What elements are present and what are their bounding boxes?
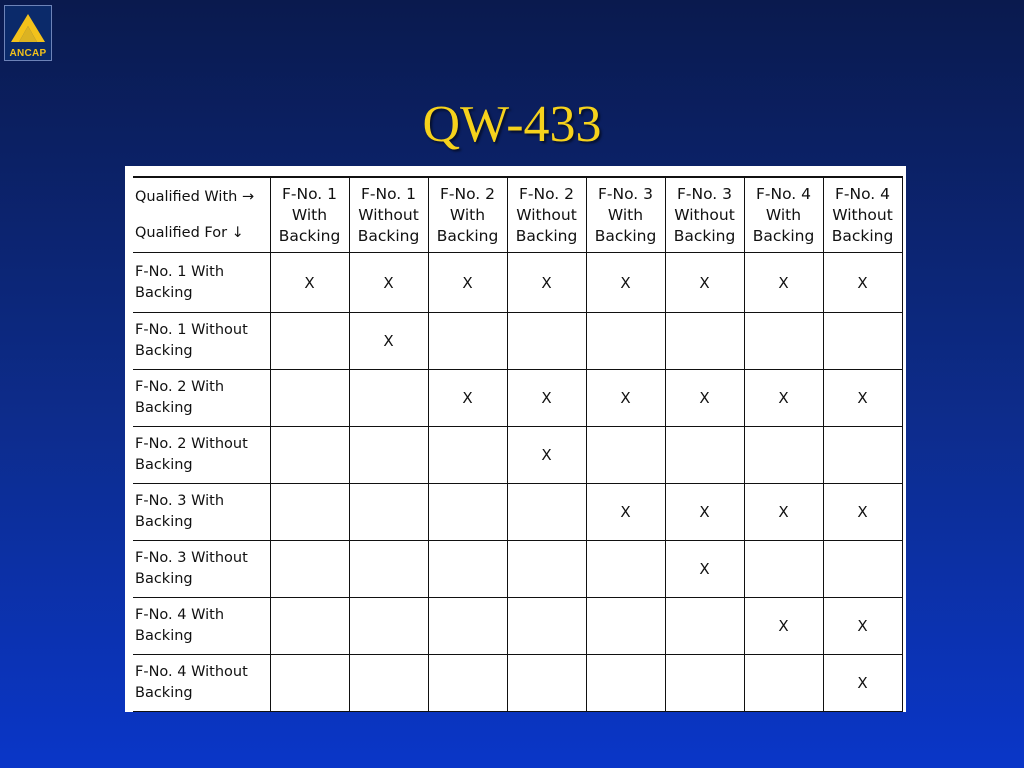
table-row [133, 370, 902, 427]
column-header-line1: F-No. 1 [281, 184, 338, 203]
table-cell [586, 370, 665, 427]
table-cell [823, 313, 902, 370]
table-row [133, 427, 902, 484]
table-cell [349, 427, 428, 484]
qualification-mark: X [699, 389, 710, 407]
column-header-line1: F-No. 2 [439, 184, 496, 203]
table-cell [823, 484, 902, 541]
row-header-line2: Backing [135, 343, 193, 359]
qualification-mark: X [778, 389, 789, 407]
qualification-mark: X [541, 273, 552, 292]
column-header-line2: Without [358, 205, 419, 224]
column-header-line3: Backing [515, 226, 578, 245]
row-header-3 [133, 370, 270, 427]
row-header-line1: F-No. 4 Without [135, 664, 248, 680]
row-header-line1: F-No. 1 Without [135, 322, 248, 338]
table-cell [270, 598, 349, 655]
qualification-mark: X [778, 617, 789, 635]
table-cell [507, 427, 586, 484]
table-cell [744, 541, 823, 598]
qualification-mark: X [541, 389, 552, 407]
row-header-6 [133, 541, 270, 598]
row-header-7 [133, 598, 270, 655]
table-cell [744, 655, 823, 712]
column-header-line2: Without [516, 205, 577, 224]
qualification-mark: X [383, 273, 394, 292]
table-cell [270, 427, 349, 484]
qualification-mark: X [462, 273, 473, 292]
row-header-line1: F-No. 4 With [135, 607, 225, 623]
qualification-mark: X [620, 273, 631, 292]
table-cell [586, 484, 665, 541]
table-cell [270, 484, 349, 541]
table-cell [349, 313, 428, 370]
ancap-logo [4, 5, 52, 61]
qualification-mark: X [857, 674, 868, 692]
table-cell [665, 484, 744, 541]
slide-title: QW-433 [422, 96, 602, 153]
table-cell [823, 541, 902, 598]
table-cell [744, 253, 823, 313]
qualification-mark: X [778, 273, 789, 292]
column-header-line2: Without [832, 205, 893, 224]
table-cell [744, 484, 823, 541]
corner-qualified-for: Qualified For ↓ [135, 225, 244, 241]
table-cell [507, 598, 586, 655]
table-cell [665, 253, 744, 313]
row-header-line2: Backing [135, 514, 193, 530]
column-header-line1: F-No. 1 [360, 184, 417, 203]
table-row [133, 541, 902, 598]
column-header-line3: Backing [752, 226, 815, 245]
row-header-line2: Backing [135, 685, 193, 701]
row-header-4 [133, 427, 270, 484]
table-cell [349, 598, 428, 655]
table-cell [744, 427, 823, 484]
column-header-5 [586, 177, 665, 253]
row-header-line2: Backing [135, 400, 193, 416]
table-row [133, 253, 902, 313]
column-header-line3: Backing [831, 226, 894, 245]
column-header-line1: F-No. 3 [676, 184, 733, 203]
column-header-line3: Backing [594, 226, 657, 245]
row-header-line2: Backing [135, 628, 193, 644]
table-cell [507, 370, 586, 427]
qualification-mark: X [699, 503, 710, 521]
column-header-8 [823, 177, 902, 253]
column-header-line2: With [765, 205, 802, 224]
column-header-7 [744, 177, 823, 253]
row-header-line1: F-No. 1 With [135, 263, 225, 280]
qualification-mark: X [383, 332, 394, 350]
table-cell [823, 598, 902, 655]
row-header-8 [133, 655, 270, 712]
column-header-4 [507, 177, 586, 253]
table-cell [428, 655, 507, 712]
row-header-line2: Backing [135, 457, 193, 473]
column-header-line2: With [291, 205, 328, 224]
table-cell [823, 253, 902, 313]
table-cell [823, 370, 902, 427]
table-cell [665, 427, 744, 484]
column-header-line2: With [607, 205, 644, 224]
table-cell [665, 598, 744, 655]
column-header-line1: F-No. 3 [597, 184, 654, 203]
qualification-mark: X [857, 503, 868, 521]
column-header-2 [349, 177, 428, 253]
column-header-line1: F-No. 4 [834, 184, 891, 203]
table-cell [665, 313, 744, 370]
table-cell [744, 370, 823, 427]
table-cell [507, 484, 586, 541]
table-cell [823, 655, 902, 712]
qualification-mark: X [620, 503, 631, 521]
table-cell [428, 253, 507, 313]
table-cell [586, 253, 665, 313]
column-header-line3: Backing [436, 226, 499, 245]
table-row [133, 598, 902, 655]
column-header-line2: With [449, 205, 486, 224]
row-header-line1: F-No. 3 Without [135, 550, 248, 566]
column-header-6 [665, 177, 744, 253]
table-row [133, 655, 902, 712]
qualification-table [133, 176, 903, 712]
table-cell [349, 541, 428, 598]
qualification-mark: X [699, 273, 710, 292]
table-cell [586, 655, 665, 712]
column-header-line3: Backing [673, 226, 736, 245]
column-header-line1: F-No. 2 [518, 184, 575, 203]
qualification-mark: X [699, 560, 710, 578]
row-header-5 [133, 484, 270, 541]
qualification-table-panel [125, 166, 906, 712]
qualification-mark: X [620, 389, 631, 407]
table-cell [349, 253, 428, 313]
row-header-line2: Backing [135, 571, 193, 587]
qualification-mark: X [857, 617, 868, 635]
column-header-line2: Without [674, 205, 735, 224]
column-header-line3: Backing [357, 226, 420, 245]
table-cell [507, 313, 586, 370]
row-header-line2: Backing [135, 284, 193, 301]
table-cell [507, 541, 586, 598]
table-cell [507, 655, 586, 712]
ancap-triangle-logo-icon [9, 12, 47, 44]
table-cell [349, 484, 428, 541]
table-cell [586, 598, 665, 655]
table-cell [586, 313, 665, 370]
column-header-line3: Backing [278, 226, 341, 245]
row-header-2 [133, 313, 270, 370]
table-cell [428, 598, 507, 655]
table-cell [823, 427, 902, 484]
table-cell [428, 484, 507, 541]
table-cell [744, 313, 823, 370]
table-cell [586, 541, 665, 598]
row-header-1 [133, 253, 270, 313]
table-cell [428, 541, 507, 598]
table-cell [507, 253, 586, 313]
qualification-mark: X [778, 503, 789, 521]
qualification-mark: X [857, 273, 868, 292]
corner-header [133, 177, 270, 253]
table-cell [665, 370, 744, 427]
table-cell [270, 370, 349, 427]
qualification-mark: X [857, 389, 868, 407]
table-cell [270, 313, 349, 370]
row-header-line1: F-No. 3 With [135, 493, 225, 509]
column-header-3 [428, 177, 507, 253]
table-cell [270, 253, 349, 313]
table-cell [349, 655, 428, 712]
table-cell [744, 598, 823, 655]
qualification-mark: X [541, 446, 552, 464]
table-cell [349, 370, 428, 427]
table-cell [270, 541, 349, 598]
table-cell [270, 655, 349, 712]
column-header-1 [270, 177, 349, 253]
table-cell [665, 655, 744, 712]
corner-qualified-with: Qualified With → [135, 189, 255, 205]
table-cell [428, 313, 507, 370]
table-cell [428, 427, 507, 484]
table-cell [428, 370, 507, 427]
column-header-line1: F-No. 4 [755, 184, 812, 203]
row-header-line1: F-No. 2 With [135, 379, 225, 395]
table-row [133, 313, 902, 370]
qualification-mark: X [304, 273, 315, 292]
table-body [133, 253, 902, 712]
table-header-row [133, 177, 902, 253]
row-header-line1: F-No. 2 Without [135, 436, 248, 452]
logo-text: ANCAP [9, 48, 47, 59]
qualification-mark: X [462, 389, 473, 407]
table-row [133, 484, 902, 541]
table-cell [586, 427, 665, 484]
table-cell [665, 541, 744, 598]
